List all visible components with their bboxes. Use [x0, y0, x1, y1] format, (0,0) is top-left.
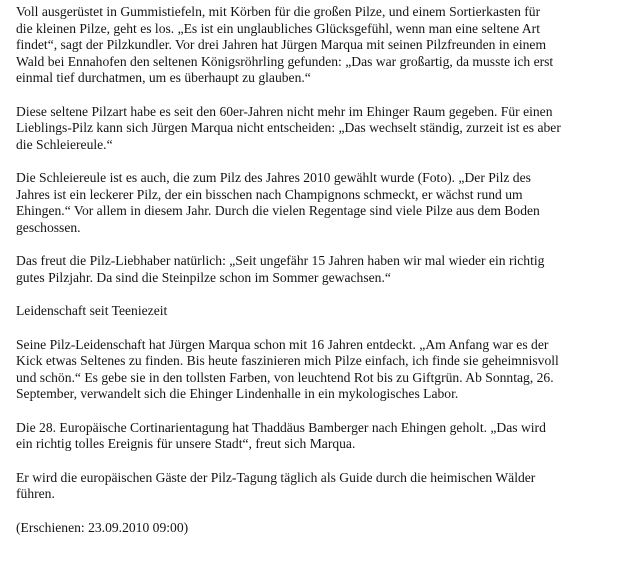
- paragraph-passion: Seine Pilz-Leidenschaft hat Jürgen Marqua schon mit 16 Jahren entdeckt. „Am Anfang war es der Kick etwas Seltenes zu finden. Bis heute faszinieren mich Pilze einfach, ich finde sie geheimnisvoll und schön.“ Es gebe sie in den tollsten Farben, von leuchtend Rot bis zu Giftgrün. Ab Sonntag, 26. September, verwandelt sich die Ehinger Lindenhalle in ein mykologisches Labor.: [16, 336, 559, 401]
- article-body: [16, 4, 616, 536]
- paragraph-conference: Die 28. Europäische Cortinarientagung hat Thaddäus Bamberger nach Ehingen geholt. „Das wird ein richtig tolles Ereignis für unsere Stadt“, freut sich Marqua.: [16, 419, 546, 451]
- paragraph-intro: Voll ausgerüstet in Gummistiefeln, mit Körben für die großen Pilze, und einem Sortierkasten für die kleinen Pilze, geht es los. „Es ist ein unglaubliches Glücksgefühl, wenn man eine seltene Art findet“, sagt der Pilzkundler. Vor drei Jahren hat Jürgen Marqua mit seinen Pilzfreunden in einem Wald bei Ennahofen den seltenen Königsröhrling gefunden: „Das war großartig, da musste ich erst einmal tief durchatmen, um es überhaupt zu glauben.“: [16, 4, 554, 85]
- paragraph-rare-species: Diese seltene Pilzart habe es seit den 60er-Jahren nicht mehr im Ehinger Raum gegeben. Für einen Lieblings-Pilz kann sich Jürgen Marqua nicht entscheiden: „Das wechselt ständig, zurzeit ist es aber die Schleiereule.“: [16, 103, 561, 152]
- paragraph-guide: Er wird die europäischen Gäste der Pilz-Tagung täglich als Guide durch die heimischen Wälder führen.: [16, 469, 536, 501]
- publication-date: (Erschienen: 23.09.2010 09:00): [16, 519, 189, 535]
- paragraph-mushroom-of-year: Die Schleiereule ist es auch, die zum Pilz des Jahres 2010 gewählt wurde (Foto). „Der Pilz des Jahres ist ein leckerer Pilz, der ein bisschen nach Champignons schmeckt, er wächst rund um Ehingen.“ Vor allem in diesem Jahr. Durch die vielen Regentage sind viele Pilze aus dem Boden geschossen.: [16, 170, 540, 235]
- subheading-passion: Leidenschaft seit Teeniezeit: [16, 303, 168, 318]
- paragraph-good-year: Das freut die Pilz-Liebhaber natürlich: „Seit ungefähr 15 Jahren haben wir mal wieder ein richtig gutes Pilzjahr. Da sind die Steinpilze schon im Sommer gewachsen.“: [16, 253, 545, 285]
